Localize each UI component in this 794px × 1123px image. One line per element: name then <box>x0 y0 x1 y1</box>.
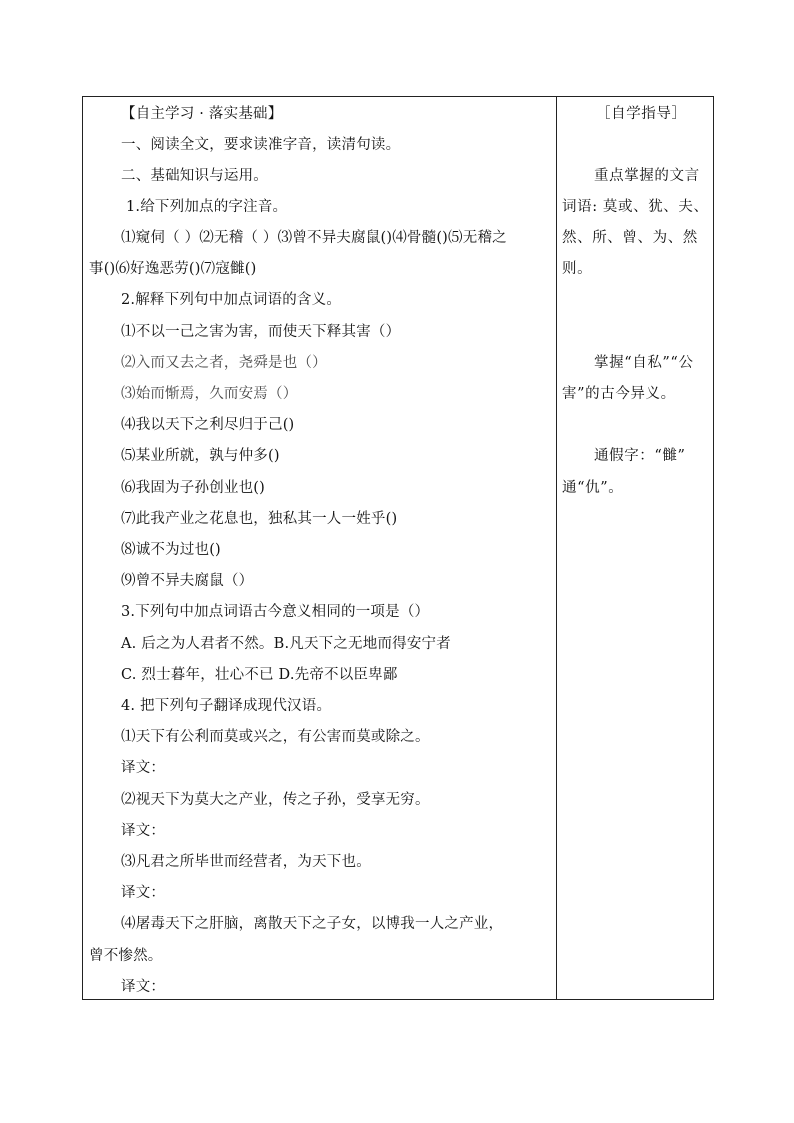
question-2-item: ⑻诚不为过也() <box>121 542 221 558</box>
step-basics: 二、基础知识与运用。 <box>121 168 268 184</box>
guidance-note-3: 通假字：“雠” <box>594 448 686 464</box>
question-4-sentence-4: ⑷屠毒天下之肝脑，离散天下之子女，以博我一人之产业， <box>121 916 504 932</box>
question-3-title: 3.下列句中加点词语古今意义相同的一项是（） <box>121 604 430 620</box>
guidance-note-3: 通“仇”。 <box>562 480 624 496</box>
study-sheet-table <box>82 96 714 1000</box>
question-2-title: 2.解释下列句中加点词语的含义。 <box>121 292 342 308</box>
translation-label: 译文： <box>121 979 166 995</box>
question-1-line-1: ⑴窥伺（ ）⑵无稽（ ）⑶曾不异夫腐鼠()⑷骨髓()⑸无稽之 <box>121 230 507 246</box>
column-divider <box>556 97 557 999</box>
question-3-options-cd: C. 烈士暮年，壮心不已 D.先帝不以臣卑鄙 <box>121 667 398 683</box>
guidance-note-1: 则。 <box>562 261 593 277</box>
step-read-text: 一、阅读全文，要求读准字音，读清句读。 <box>121 137 401 153</box>
question-4-sentence-3: ⑶凡君之所毕世而经营者，为天下也。 <box>121 854 371 870</box>
question-2-item: ⑴不以一己之害为害，而使天下释其害（） <box>121 324 401 340</box>
question-2-item: ⑵入而又去之者，尧舜是也（） <box>121 355 327 371</box>
question-4-sentence-1: ⑴天下有公利而莫或兴之，有公害而莫或除之。 <box>121 729 430 745</box>
guidance-note-1: 然、所、曾、为、然 <box>562 230 698 246</box>
translation-label: 译文： <box>121 823 166 839</box>
guidance-note-2: 掌握“自私”“公 <box>594 355 694 371</box>
question-2-item: ⑺此我产业之花息也，独私其一人一姓乎() <box>121 511 398 527</box>
translation-label: 译文： <box>121 760 166 776</box>
guidance-heading: ［自学指导］ <box>596 106 687 122</box>
question-2-item: ⑷我以天下之利尽归于己() <box>121 417 295 433</box>
section-heading: 【自主学习 · 落实基础】 <box>121 106 283 122</box>
question-2-item: ⑹我固为子孙创业也() <box>121 480 266 496</box>
guidance-note-2: 害”的古今异义。 <box>562 386 676 402</box>
question-2-item: ⑼曾不异夫腐鼠（） <box>121 573 254 589</box>
question-1-line-2: 事()⑹好逸恶劳()⑺寇雠() <box>89 261 257 277</box>
question-4-sentence-2: ⑵视天下为莫大之产业，传之子孙，受享无穷。 <box>121 792 430 808</box>
question-2-item: ⑶始而惭焉，久而安焉（） <box>121 386 298 402</box>
question-2-item: ⑸某业所就，孰与仲多() <box>121 448 280 464</box>
guidance-note-1: 词语: 莫或、犹、夫、 <box>562 199 709 215</box>
question-3-options-ab: A. 后之为人君者不然。B.凡天下之无地而得安宁者 <box>121 636 451 652</box>
translation-label: 译文： <box>121 885 166 901</box>
question-4-sentence-4-cont: 曾不惨然。 <box>89 948 163 964</box>
question-1-title: 1.给下列加点的字注音。 <box>126 199 288 215</box>
guidance-note-1: 重点掌握的文言 <box>594 168 700 184</box>
question-4-title: 4. 把下列句子翻译成现代汉语。 <box>121 698 332 714</box>
